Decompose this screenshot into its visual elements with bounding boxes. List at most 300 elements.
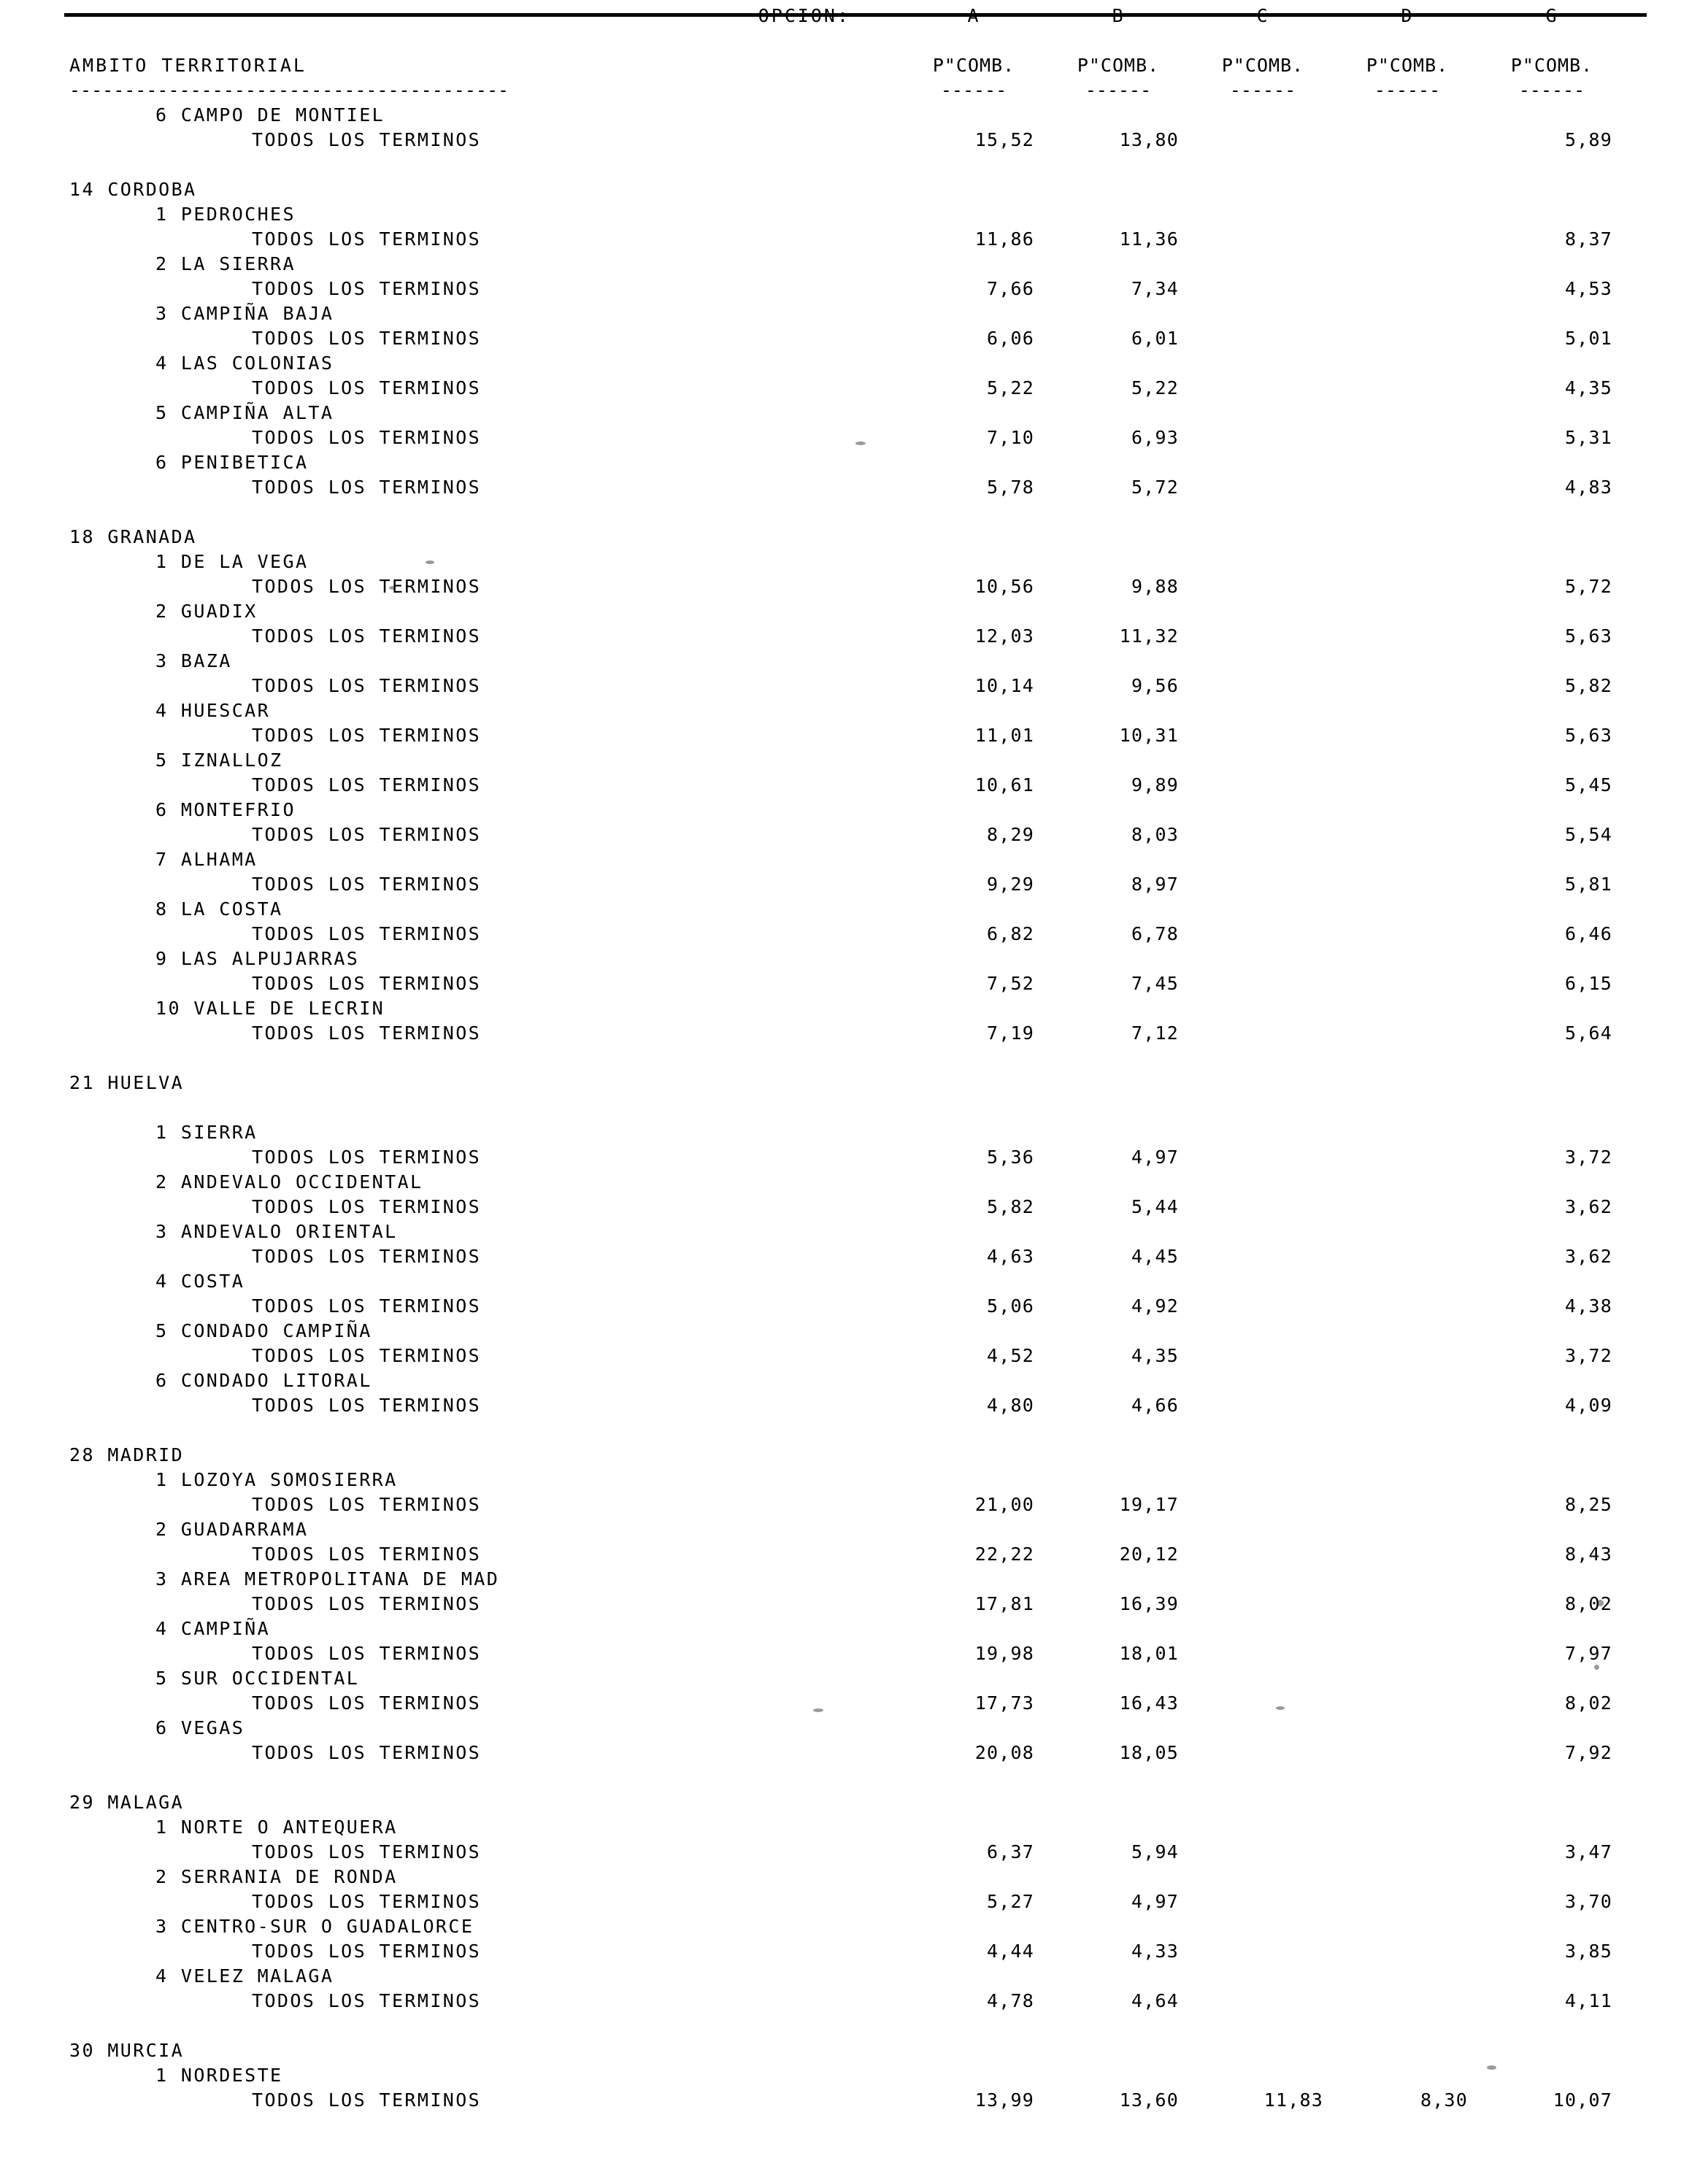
value-g: 5,63 (1564, 625, 1612, 647)
todos-los-terminos-label: TODOS LOS TERMINOS (252, 328, 482, 349)
value-b: 11,36 (1119, 228, 1179, 250)
value-b: 13,60 (1119, 2089, 1179, 2111)
spacer-row (69, 1092, 1704, 1117)
zone-label: 4 CAMPIÑA (155, 1618, 271, 1639)
value-a: 20,08 (974, 1742, 1034, 1763)
value-a: 19,98 (974, 1643, 1034, 1664)
value-a: 7,10 (986, 427, 1034, 448)
ambito-territorial-label: AMBITO TERRITORIAL (69, 55, 307, 76)
zone-row (69, 844, 1704, 868)
value-b: 5,94 (1131, 1841, 1179, 1862)
header-row-option (69, 0, 1704, 25)
zone-label: 2 GUADIX (155, 601, 258, 622)
province-label: 14 CORDOBA (69, 179, 197, 200)
value-a: 10,61 (974, 774, 1034, 795)
value-d (1335, 571, 1480, 596)
todos-los-terminos-label: TODOS LOS TERMINOS (252, 1147, 482, 1168)
zone-label: 1 NORTE O ANTEQUERA (155, 1817, 398, 1838)
value-d (1335, 1737, 1480, 1762)
ambito-dash-rule: ---------------------------------------- (69, 80, 509, 101)
value-a: 5,27 (986, 1891, 1034, 1912)
zone-label: 9 LAS ALPUJARRAS (155, 948, 360, 969)
table-row (69, 720, 1704, 744)
value-g: 5,31 (1564, 427, 1612, 448)
zone-row (69, 893, 1704, 918)
value-g: 4,35 (1564, 377, 1612, 398)
value-c (1190, 471, 1335, 496)
value-c (1190, 1340, 1335, 1365)
table-row (69, 1489, 1704, 1514)
value-a: 8,29 (986, 824, 1034, 845)
table-row (69, 471, 1704, 496)
value-a: 12,03 (974, 625, 1034, 647)
zone-row (69, 794, 1704, 819)
table-row (69, 819, 1704, 844)
zone-label: 4 COSTA (155, 1271, 245, 1292)
zone-label: 6 CONDADO LITORAL (155, 1370, 372, 1391)
value-a: 7,52 (986, 973, 1034, 994)
zone-label: 6 CAMPO DE MONTIEL (155, 104, 385, 126)
zone-label: 2 SERRANIA DE RONDA (155, 1866, 398, 1887)
value-b: 6,01 (1131, 328, 1179, 349)
zone-label: 10 VALLE DE LECRIN (155, 998, 385, 1019)
todos-los-terminos-label: TODOS LOS TERMINOS (252, 1295, 482, 1317)
todos-los-terminos-label: TODOS LOS TERMINOS (252, 1593, 482, 1614)
zone-row (69, 347, 1704, 372)
spacer-row (69, 1042, 1704, 1067)
value-d (1335, 868, 1480, 893)
zone-row (69, 695, 1704, 720)
value-b: 8,97 (1131, 874, 1179, 895)
value-a: 7,19 (986, 1022, 1034, 1044)
value-a: 13,99 (974, 2089, 1034, 2111)
zone-row (69, 744, 1704, 769)
zone-label: 5 CONDADO CAMPIÑA (155, 1320, 372, 1341)
value-d (1335, 1290, 1480, 1315)
value-a: 4,80 (986, 1395, 1034, 1416)
value-d (1335, 323, 1480, 347)
spacer-row (69, 25, 1704, 50)
zone-label: 6 VEGAS (155, 1717, 245, 1738)
value-a: 5,82 (986, 1196, 1034, 1217)
zone-label: 2 LA SIERRA (155, 253, 296, 274)
zone-row (69, 1712, 1704, 1737)
todos-los-terminos-label: TODOS LOS TERMINOS (252, 129, 482, 150)
value-a: 17,73 (974, 1692, 1034, 1714)
value-d (1335, 1836, 1480, 1861)
column-dash-g: ------ (1518, 80, 1585, 101)
todos-los-terminos-label: TODOS LOS TERMINOS (252, 1196, 482, 1217)
table-row (69, 372, 1704, 397)
value-a: 4,63 (986, 1246, 1034, 1267)
zone-row (69, 1514, 1704, 1538)
todos-los-terminos-label: TODOS LOS TERMINOS (252, 1841, 482, 1862)
zone-label: 3 CAMPIÑA BAJA (155, 303, 334, 324)
value-g: 5,81 (1564, 874, 1612, 895)
value-g: 10,07 (1553, 2089, 1612, 2111)
todos-los-terminos-label: TODOS LOS TERMINOS (252, 1022, 482, 1044)
zone-label: 1 LOZOYA SOMOSIERRA (155, 1469, 398, 1490)
value-d (1335, 223, 1480, 248)
value-d (1335, 918, 1480, 943)
value-a: 4,52 (986, 1345, 1034, 1366)
value-d (1335, 1985, 1480, 2010)
province-row (69, 1787, 1704, 1811)
zone-label: 6 PENIBETICA (155, 452, 309, 473)
value-d (1335, 1390, 1480, 1414)
value-g: 3,70 (1564, 1891, 1612, 1912)
value-b: 4,64 (1131, 1990, 1179, 2011)
zone-row (69, 447, 1704, 471)
zone-row (69, 1563, 1704, 1588)
value-g: 8,25 (1564, 1494, 1612, 1515)
value-d (1335, 1241, 1480, 1265)
todos-los-terminos-label: TODOS LOS TERMINOS (252, 874, 482, 895)
value-b: 7,45 (1131, 973, 1179, 994)
todos-los-terminos-label: TODOS LOS TERMINOS (252, 824, 482, 845)
table-row (69, 1638, 1704, 1663)
zone-row (69, 248, 1704, 273)
zone-row (69, 1365, 1704, 1390)
value-b: 4,35 (1131, 1345, 1179, 1366)
todos-los-terminos-label: TODOS LOS TERMINOS (252, 576, 482, 597)
todos-los-terminos-label: TODOS LOS TERMINOS (252, 774, 482, 795)
zone-row (69, 199, 1704, 223)
value-b: 13,80 (1119, 129, 1179, 150)
value-g: 7,92 (1564, 1742, 1612, 1763)
value-d (1335, 968, 1480, 993)
zone-row (69, 397, 1704, 422)
value-c (1190, 1390, 1335, 1414)
zone-label: 3 AREA METROPOLITANA DE MAD (155, 1568, 500, 1590)
value-c: 11,83 (1263, 2089, 1323, 2111)
table-row (69, 2084, 1704, 2109)
value-g: 6,15 (1564, 973, 1612, 994)
zone-row (69, 943, 1704, 968)
column-dash-a: ------ (940, 80, 1007, 101)
value-c (1190, 1489, 1335, 1514)
value-c (1190, 769, 1335, 794)
value-c (1190, 819, 1335, 844)
value-d (1335, 273, 1480, 298)
value-a: 5,06 (986, 1295, 1034, 1317)
column-letter-a: A (967, 5, 980, 26)
value-g: 4,38 (1564, 1295, 1612, 1317)
value-d (1335, 720, 1480, 744)
spacer-row (69, 1414, 1704, 1439)
table-row (69, 571, 1704, 596)
spacer-row (69, 149, 1704, 174)
value-c (1190, 1836, 1335, 1861)
table-row (69, 1737, 1704, 1762)
zone-label: 5 CAMPIÑA ALTA (155, 402, 334, 423)
zone-label: 1 NORDESTE (155, 2065, 283, 2086)
todos-los-terminos-label: TODOS LOS TERMINOS (252, 477, 482, 498)
province-row (69, 174, 1704, 199)
value-a: 6,06 (986, 328, 1034, 349)
zone-label: 2 ANDEVALO OCCIDENTAL (155, 1171, 423, 1193)
value-g: 3,47 (1564, 1841, 1612, 1862)
table-row (69, 1687, 1704, 1712)
table-row (69, 620, 1704, 645)
value-g: 5,54 (1564, 824, 1612, 845)
value-g: 3,62 (1564, 1246, 1612, 1267)
value-g: 8,02 (1564, 1593, 1612, 1614)
zone-row (69, 1663, 1704, 1687)
value-a: 22,22 (974, 1544, 1034, 1565)
value-b: 16,39 (1119, 1593, 1179, 1614)
todos-los-terminos-label: TODOS LOS TERMINOS (252, 1692, 482, 1714)
table-row (69, 124, 1704, 149)
province-row (69, 1439, 1704, 1464)
todos-los-terminos-label: TODOS LOS TERMINOS (252, 1990, 482, 2011)
value-g: 8,43 (1564, 1544, 1612, 1565)
todos-los-terminos-label: TODOS LOS TERMINOS (252, 1891, 482, 1912)
value-c (1190, 868, 1335, 893)
spacer-row (69, 2010, 1704, 2035)
value-a: 15,52 (974, 129, 1034, 150)
table-row (69, 868, 1704, 893)
zone-label: 3 BAZA (155, 650, 232, 671)
value-b: 5,44 (1131, 1196, 1179, 1217)
table-row (69, 1538, 1704, 1563)
value-c (1190, 124, 1335, 149)
zone-row (69, 1960, 1704, 1985)
table-row (69, 1836, 1704, 1861)
value-c (1190, 1935, 1335, 1960)
value-d (1335, 471, 1480, 496)
value-d (1335, 1538, 1480, 1563)
zone-row (69, 1613, 1704, 1638)
table-row (69, 1390, 1704, 1414)
todos-los-terminos-label: TODOS LOS TERMINOS (252, 1246, 482, 1267)
zone-label: 3 CENTRO-SUR O GUADALORCE (155, 1916, 474, 1937)
value-b: 5,22 (1131, 377, 1179, 398)
value-b: 5,72 (1131, 477, 1179, 498)
zone-label: 4 VELEZ MALAGA (155, 1965, 334, 1987)
spacer-row (69, 496, 1704, 521)
value-d (1335, 670, 1480, 695)
header-row-rule (69, 74, 1704, 99)
todos-los-terminos-label: TODOS LOS TERMINOS (252, 923, 482, 944)
todos-los-terminos-label: TODOS LOS TERMINOS (252, 278, 482, 299)
value-b: 16,43 (1119, 1692, 1179, 1714)
zone-label: 6 MONTEFRIO (155, 799, 296, 820)
value-a: 9,29 (986, 874, 1034, 895)
table-row (69, 323, 1704, 347)
value-a: 5,36 (986, 1147, 1034, 1168)
value-g: 4,53 (1564, 278, 1612, 299)
column-letter-d: D (1401, 5, 1414, 26)
todos-los-terminos-label: TODOS LOS TERMINOS (252, 1345, 482, 1366)
value-c (1190, 1985, 1335, 2010)
value-b: 4,33 (1131, 1941, 1179, 1962)
zone-label: 1 DE LA VEGA (155, 551, 309, 572)
value-a: 5,78 (986, 477, 1034, 498)
value-a: 6,37 (986, 1841, 1034, 1862)
value-a: 10,14 (974, 675, 1034, 696)
value-b: 9,89 (1131, 774, 1179, 795)
value-g: 3,72 (1564, 1147, 1612, 1168)
zone-row (69, 645, 1704, 670)
table-row (69, 1017, 1704, 1042)
value-b: 19,17 (1119, 1494, 1179, 1515)
value-d (1335, 1489, 1480, 1514)
value-c (1190, 918, 1335, 943)
value-c (1190, 620, 1335, 645)
value-b: 6,93 (1131, 427, 1179, 448)
table-row (69, 223, 1704, 248)
value-b: 6,78 (1131, 923, 1179, 944)
value-b: 4,97 (1131, 1891, 1179, 1912)
zone-label: 2 GUADARRAMA (155, 1519, 309, 1540)
zone-label: 3 ANDEVALO ORIENTAL (155, 1221, 398, 1242)
value-b: 4,97 (1131, 1147, 1179, 1168)
opcion-label: OPCION: (758, 5, 850, 26)
todos-los-terminos-label: TODOS LOS TERMINOS (252, 228, 482, 250)
province-label: 18 GRANADA (69, 526, 197, 547)
value-g: 5,72 (1564, 576, 1612, 597)
value-g: 6,46 (1564, 923, 1612, 944)
value-g: 4,09 (1564, 1395, 1612, 1416)
zone-row (69, 1265, 1704, 1290)
value-d (1335, 1017, 1480, 1042)
table-row (69, 1985, 1704, 2010)
value-c (1190, 223, 1335, 248)
column-sub-g: P"COMB. (1510, 55, 1593, 76)
value-d (1335, 1935, 1480, 1960)
zone-row (69, 1166, 1704, 1191)
value-g: 7,97 (1564, 1643, 1612, 1664)
zone-label: 8 LA COSTA (155, 898, 283, 920)
column-dash-d: ------ (1374, 80, 1441, 101)
value-g: 5,45 (1564, 774, 1612, 795)
table-row (69, 422, 1704, 447)
value-b: 4,66 (1131, 1395, 1179, 1416)
todos-los-terminos-label: TODOS LOS TERMINOS (252, 725, 482, 746)
value-c (1190, 323, 1335, 347)
value-c (1190, 422, 1335, 447)
zone-label: 5 SUR OCCIDENTAL (155, 1668, 360, 1689)
zone-label: 4 LAS COLONIAS (155, 352, 334, 374)
zone-label: 1 SIERRA (155, 1122, 258, 1143)
value-c (1190, 1191, 1335, 1216)
value-d (1335, 1886, 1480, 1911)
value-d (1335, 620, 1480, 645)
value-a: 6,82 (986, 923, 1034, 944)
value-b: 9,56 (1131, 675, 1179, 696)
value-b: 7,12 (1131, 1022, 1179, 1044)
todos-los-terminos-label: TODOS LOS TERMINOS (252, 1643, 482, 1664)
column-letter-g: G (1545, 5, 1558, 26)
value-g: 8,02 (1564, 1692, 1612, 1714)
value-g: 5,01 (1564, 328, 1612, 349)
value-c (1190, 1538, 1335, 1563)
zone-label: 4 HUESCAR (155, 700, 271, 721)
spacer-row (69, 1762, 1704, 1787)
zone-label: 5 IZNALLOZ (155, 750, 283, 771)
province-label: 30 MURCIA (69, 2040, 185, 2061)
zone-row (69, 596, 1704, 620)
column-letter-c: C (1256, 5, 1269, 26)
zone-row (69, 1216, 1704, 1241)
zone-row (69, 1315, 1704, 1340)
value-a: 10,56 (974, 576, 1034, 597)
table-row (69, 670, 1704, 695)
province-row (69, 521, 1704, 546)
zone-row (69, 298, 1704, 323)
value-a: 7,66 (986, 278, 1034, 299)
zone-label: 1 PEDROCHES (155, 204, 296, 225)
table-row (69, 1241, 1704, 1265)
province-label: 21 HUELVA (69, 1072, 185, 1093)
table-row (69, 1340, 1704, 1365)
value-g: 5,64 (1564, 1022, 1612, 1044)
value-d (1335, 1340, 1480, 1365)
value-a: 4,78 (986, 1990, 1034, 2011)
todos-los-terminos-label: TODOS LOS TERMINOS (252, 1941, 482, 1962)
province-row (69, 1067, 1704, 1092)
column-sub-c: P"COMB. (1221, 55, 1304, 76)
todos-los-terminos-label: TODOS LOS TERMINOS (252, 973, 482, 994)
zone-label: 7 ALHAMA (155, 849, 258, 870)
value-d (1335, 1191, 1480, 1216)
value-a: 17,81 (974, 1593, 1034, 1614)
zone-row (69, 993, 1704, 1017)
value-c (1190, 1886, 1335, 1911)
zone-row (69, 1911, 1704, 1935)
value-c (1190, 1290, 1335, 1315)
value-c (1190, 1241, 1335, 1265)
value-b: 7,34 (1131, 278, 1179, 299)
value-d (1335, 819, 1480, 844)
value-d (1335, 769, 1480, 794)
value-c (1190, 720, 1335, 744)
value-c (1190, 273, 1335, 298)
zone-row (69, 546, 1704, 571)
value-d (1335, 1687, 1480, 1712)
table-row (69, 1886, 1704, 1911)
todos-los-terminos-label: TODOS LOS TERMINOS (252, 675, 482, 696)
table-row (69, 1588, 1704, 1613)
todos-los-terminos-label: TODOS LOS TERMINOS (252, 427, 482, 448)
report-table (69, 0, 1704, 2109)
value-c (1190, 1588, 1335, 1613)
todos-los-terminos-label: TODOS LOS TERMINOS (252, 625, 482, 647)
todos-los-terminos-label: TODOS LOS TERMINOS (252, 1395, 482, 1416)
value-d (1335, 1141, 1480, 1166)
value-c (1190, 372, 1335, 397)
value-d (1335, 1638, 1480, 1663)
value-c (1190, 571, 1335, 596)
todos-los-terminos-label: TODOS LOS TERMINOS (252, 1544, 482, 1565)
table-row (69, 1191, 1704, 1216)
value-a: 11,86 (974, 228, 1034, 250)
value-g: 4,11 (1564, 1990, 1612, 2011)
column-dash-b: ------ (1085, 80, 1152, 101)
column-dash-c: ------ (1229, 80, 1296, 101)
value-c (1190, 1737, 1335, 1762)
zone-row (69, 2060, 1704, 2084)
value-b: 18,01 (1119, 1643, 1179, 1664)
column-sub-d: P"COMB. (1366, 55, 1449, 76)
value-b: 9,88 (1131, 576, 1179, 597)
value-d: 8,30 (1420, 2089, 1468, 2111)
province-label: 28 MADRID (69, 1444, 185, 1465)
value-b: 4,92 (1131, 1295, 1179, 1317)
value-a: 5,22 (986, 377, 1034, 398)
zone-row (69, 99, 1704, 124)
